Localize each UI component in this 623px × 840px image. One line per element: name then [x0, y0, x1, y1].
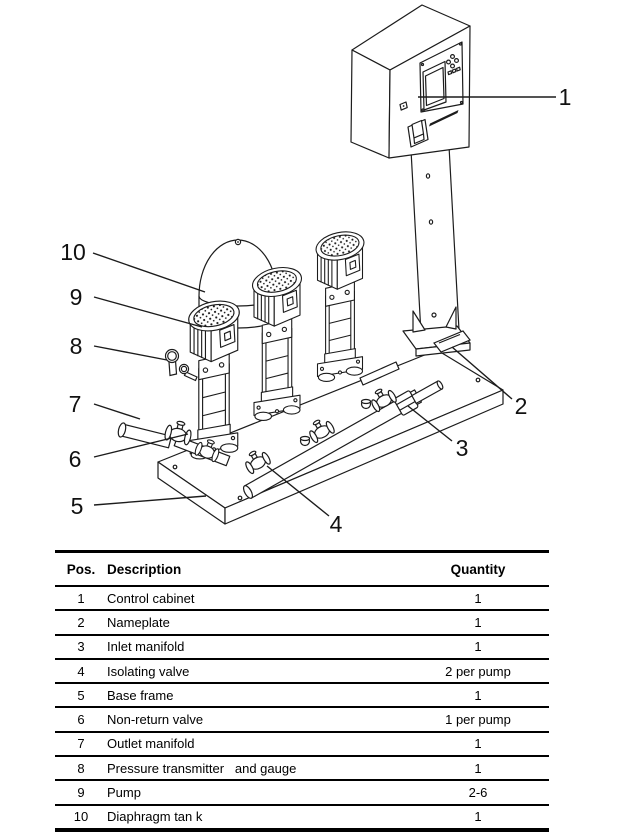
- table-row: [55, 805, 549, 830]
- cell-quantity: 1: [407, 610, 549, 634]
- callout-number-4: 4: [329, 511, 343, 537]
- callout-number-6: 6: [68, 446, 82, 472]
- table-header-row: [55, 552, 549, 587]
- callout-number-10: 10: [60, 239, 86, 265]
- cell-quantity: 1: [407, 805, 549, 830]
- cell-quantity: 1 per pump: [407, 707, 549, 731]
- anchor-bolt: [362, 400, 371, 409]
- table-row: [55, 683, 549, 707]
- pump-2: [250, 263, 304, 420]
- col-header-quantity: Quantity: [450, 561, 506, 577]
- col-header-pos: Pos.: [66, 561, 96, 577]
- callout-number-3: 3: [455, 435, 469, 461]
- callout-number-1: 1: [558, 84, 572, 110]
- cell-pos: 10: [55, 805, 107, 830]
- cell-pos: 2: [55, 610, 107, 634]
- callout-leader-5: [94, 496, 206, 505]
- col-header-description: Description: [107, 561, 182, 577]
- callout-leader-10: [93, 253, 205, 292]
- parts-table: [55, 550, 549, 832]
- table-row: [55, 659, 549, 683]
- table-row: [55, 707, 549, 731]
- callout-number-5: 5: [70, 493, 84, 519]
- callout-leader-8: [94, 346, 167, 360]
- cell-quantity: 2 per pump: [407, 659, 549, 683]
- pressure-transmitter-gauge: [166, 350, 198, 381]
- callout-number-8: 8: [69, 333, 83, 359]
- cell-pos: 8: [55, 756, 107, 780]
- anchor-bolt: [301, 437, 310, 446]
- cell-quantity: 1: [407, 732, 549, 756]
- cell-description: Base frame: [107, 683, 407, 707]
- control-cabinet: [351, 5, 470, 158]
- cell-pos: 4: [55, 659, 107, 683]
- table-row: [55, 610, 549, 634]
- cell-description: Pressure transmitter and gauge: [107, 756, 407, 780]
- callout-number-9: 9: [69, 284, 83, 310]
- cell-description: Control cabinet: [107, 586, 407, 610]
- cabinet-stand: [411, 146, 459, 334]
- cell-pos: 9: [55, 780, 107, 804]
- table-row: [55, 780, 549, 804]
- cell-description: Non-return valve: [107, 707, 407, 731]
- cell-quantity: 1: [407, 683, 549, 707]
- cell-description: Isolating valve: [107, 659, 407, 683]
- cell-quantity: 1: [407, 635, 549, 659]
- cell-quantity: 1: [407, 756, 549, 780]
- pump-3: [313, 228, 366, 382]
- cell-description: Inlet manifold: [107, 635, 407, 659]
- cell-pos: 5: [55, 683, 107, 707]
- table-row: [55, 732, 549, 756]
- cell-pos: 6: [55, 707, 107, 731]
- table-row: [55, 586, 549, 610]
- callout-leader-9: [94, 297, 202, 327]
- callout-number-7: 7: [68, 391, 82, 417]
- callout-number-2: 2: [514, 393, 528, 419]
- cell-description: Outlet manifold: [107, 732, 407, 756]
- table-row: [55, 756, 549, 780]
- cell-pos: 1: [55, 586, 107, 610]
- cell-quantity: 1: [407, 586, 549, 610]
- callout-leader-7: [94, 404, 140, 419]
- cell-description: Pump: [107, 780, 407, 804]
- cell-pos: 3: [55, 635, 107, 659]
- cell-quantity: 2-6: [407, 780, 549, 804]
- cell-pos: 7: [55, 732, 107, 756]
- cell-description: Nameplate: [107, 610, 407, 634]
- cell-description: Diaphragm tan k: [107, 805, 407, 830]
- table-row: [55, 635, 549, 659]
